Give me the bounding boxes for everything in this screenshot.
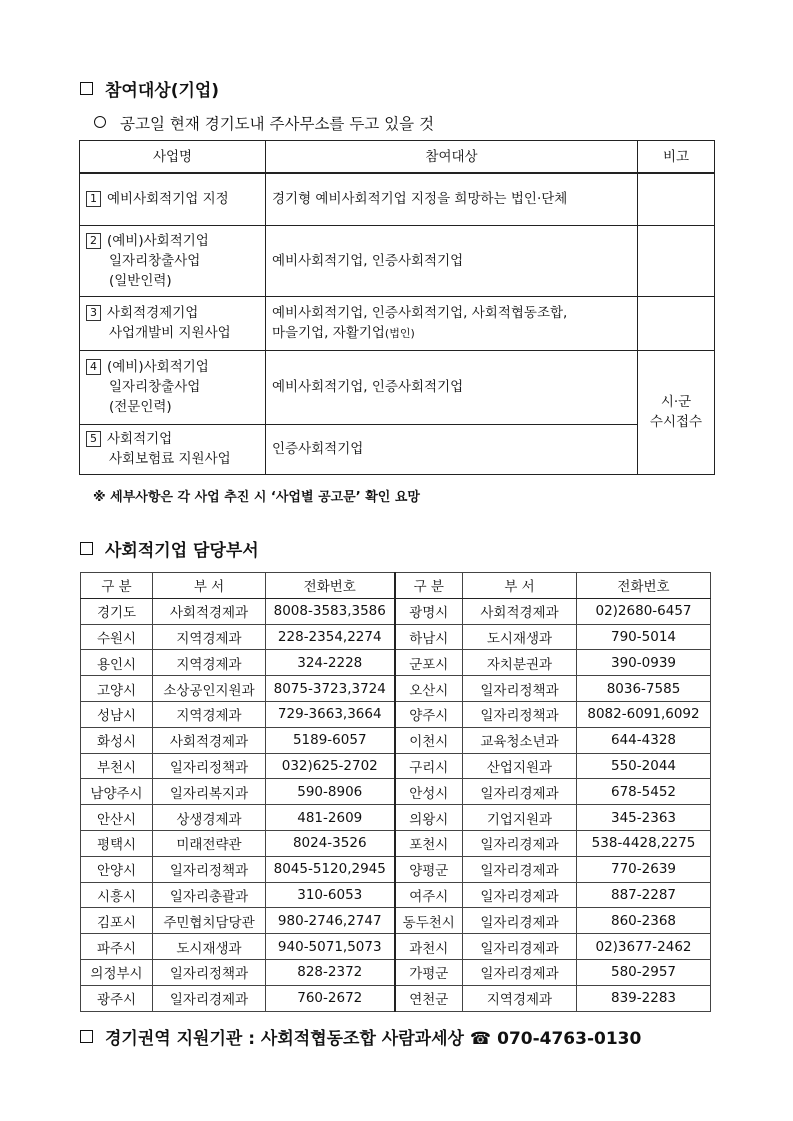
phone-cell: 538-4428,2275	[577, 830, 711, 856]
phone-cell: 324-2228	[266, 650, 395, 676]
department-cell: 일자리경제과	[463, 856, 577, 882]
phone-cell: 228-2354,2274	[266, 624, 395, 650]
region-cell: 의정부시	[81, 959, 153, 985]
region-cell: 이천시	[395, 727, 463, 753]
region-cell: 양평군	[395, 856, 463, 882]
department-cell: 사회적경제과	[153, 727, 266, 753]
department-cell: 일자리경제과	[463, 959, 577, 985]
eligibility-condition: 공고일 현재 경기도내 주사무소를 두고 있을 것	[94, 112, 434, 134]
table-row	[81, 650, 711, 676]
remark-cell	[638, 173, 715, 225]
phone-cell: 5189-6057	[266, 727, 395, 753]
phone-cell: 678-5452	[577, 779, 711, 805]
region-cell: 경기도	[81, 598, 153, 624]
region-cell: 양주시	[395, 701, 463, 727]
department-cell: 일자리총괄과	[153, 882, 266, 908]
phone-cell: 02)2680-6457	[577, 598, 711, 624]
phone-cell: 345-2363	[577, 805, 711, 831]
department-cell: 기업지원과	[463, 805, 577, 831]
table-row	[81, 624, 711, 650]
table-row	[81, 934, 711, 960]
phone-cell: 770-2639	[577, 856, 711, 882]
region-cell: 파주시	[81, 934, 153, 960]
region-cell: 안성시	[395, 779, 463, 805]
checkbox-square-icon	[80, 82, 93, 95]
business-name: 1 예비사회적기업 지정	[80, 173, 266, 225]
phone-cell: 644-4328	[577, 727, 711, 753]
item-number: 4	[86, 359, 101, 375]
region-cell: 화성시	[81, 727, 153, 753]
phone-cell: 580-2957	[577, 959, 711, 985]
region-cell: 가평군	[395, 959, 463, 985]
target-cell: 예비사회적기업, 인증사회적기업	[266, 225, 638, 296]
item-number: 5	[86, 431, 101, 447]
header-phone: 전화번호	[577, 573, 711, 599]
table-row	[81, 856, 711, 882]
phone-icon: ☎	[469, 1029, 492, 1049]
table-row	[81, 701, 711, 727]
region-cell: 김포시	[81, 908, 153, 934]
region-cell: 의왕시	[395, 805, 463, 831]
department-cell: 일자리정책과	[153, 959, 266, 985]
remark-cell	[638, 296, 715, 350]
table-header-row	[81, 573, 711, 599]
region-cell: 안산시	[81, 805, 153, 831]
support-phone-number: 070-4763-0130	[497, 1029, 642, 1049]
target-cell: 경기형 예비사회적기업 지정을 희망하는 법인·단체	[266, 173, 638, 225]
department-cell: 일자리경제과	[463, 779, 577, 805]
region-cell: 용인시	[81, 650, 153, 676]
table-row	[80, 350, 715, 424]
department-cell: 상생경제과	[153, 805, 266, 831]
header-region: 구 분	[395, 573, 463, 599]
remark-cell: 시·군 수시접수	[638, 350, 715, 474]
circle-bullet-icon	[94, 116, 106, 128]
business-name: 2 (예비)사회적기업 일자리창출사업 (일반인력)	[80, 225, 266, 296]
region-cell: 여주시	[395, 882, 463, 908]
table-header-row	[80, 141, 715, 174]
department-cell: 일자리정책과	[463, 701, 577, 727]
remark-cell	[638, 225, 715, 296]
region-cell: 성남시	[81, 701, 153, 727]
checkbox-square-icon	[80, 542, 93, 555]
phone-cell: 8008-3583,3586	[266, 598, 395, 624]
region-cell: 동두천시	[395, 908, 463, 934]
departments-table	[80, 572, 711, 1012]
region-cell: 남양주시	[81, 779, 153, 805]
target-cell: 예비사회적기업, 인증사회적기업	[266, 350, 638, 424]
phone-cell: 8045-5120,2945	[266, 856, 395, 882]
phone-cell: 032)625-2702	[266, 753, 395, 779]
section-departments-title: 사회적기업 담당부서	[80, 536, 259, 561]
section-participants-title: 참여대상(기업)	[80, 76, 219, 101]
phone-cell: 860-2368	[577, 908, 711, 934]
table-row	[81, 598, 711, 624]
region-cell: 연천군	[395, 985, 463, 1011]
phone-cell: 550-2044	[577, 753, 711, 779]
region-cell: 부천시	[81, 753, 153, 779]
region-cell: 포천시	[395, 830, 463, 856]
phone-cell: 02)3677-2462	[577, 934, 711, 960]
header-phone: 전화번호	[266, 573, 395, 599]
region-cell: 시흥시	[81, 882, 153, 908]
region-cell: 안양시	[81, 856, 153, 882]
phone-cell: 8082-6091,6092	[577, 701, 711, 727]
department-cell: 일자리경제과	[463, 908, 577, 934]
business-name: 5 사회적기업 사회보험료 지원사업	[80, 424, 266, 474]
department-cell: 일자리정책과	[463, 676, 577, 702]
department-cell: 일자리경제과	[463, 934, 577, 960]
phone-cell: 940-5071,5073	[266, 934, 395, 960]
phone-cell: 729-3663,3664	[266, 701, 395, 727]
table-row	[80, 296, 715, 350]
phone-cell: 310-6053	[266, 882, 395, 908]
department-cell: 일자리정책과	[153, 753, 266, 779]
checkbox-square-icon	[80, 1030, 93, 1043]
department-cell: 지역경제과	[153, 701, 266, 727]
department-cell: 일자리복지과	[153, 779, 266, 805]
department-cell: 교육청소년과	[463, 727, 577, 753]
phone-cell: 980-2746,2747	[266, 908, 395, 934]
table-row	[81, 779, 711, 805]
department-cell: 일자리정책과	[153, 856, 266, 882]
region-cell: 과천시	[395, 934, 463, 960]
department-cell: 주민협치담당관	[153, 908, 266, 934]
table-row	[81, 676, 711, 702]
phone-cell: 828-2372	[266, 959, 395, 985]
business-name: 4 (예비)사회적기업 일자리창출사업 (전문인력)	[80, 350, 266, 424]
department-cell: 도시재생과	[153, 934, 266, 960]
regional-support-agency: 경기권역 지원기관 : 사회적협동조합 사람과세상 ☎ 070-4763-0130	[80, 1024, 641, 1049]
phone-cell: 760-2672	[266, 985, 395, 1011]
department-cell: 자치분권과	[463, 650, 577, 676]
department-cell: 사회적경제과	[463, 598, 577, 624]
region-cell: 구리시	[395, 753, 463, 779]
department-cell: 산업지원과	[463, 753, 577, 779]
target-cell: 예비사회적기업, 인증사회적기업, 사회적협동조합, 마을기업, 자활기업(법인)	[266, 296, 638, 350]
phone-cell: 481-2609	[266, 805, 395, 831]
table-row	[81, 805, 711, 831]
phone-cell: 8024-3526	[266, 830, 395, 856]
table-row	[80, 424, 715, 474]
department-cell: 미래전략관	[153, 830, 266, 856]
table-row	[81, 908, 711, 934]
department-cell: 일자리경제과	[463, 882, 577, 908]
table-row	[80, 225, 715, 296]
phone-cell: 590-8906	[266, 779, 395, 805]
region-cell: 광주시	[81, 985, 153, 1011]
header-department: 부 서	[463, 573, 577, 599]
department-cell: 지역경제과	[153, 650, 266, 676]
region-cell: 오산시	[395, 676, 463, 702]
business-name: 3 사회적경제기업 사업개발비 지원사업	[80, 296, 266, 350]
department-cell: 일자리경제과	[153, 985, 266, 1011]
phone-cell: 790-5014	[577, 624, 711, 650]
item-number: 2	[86, 233, 101, 249]
notice-text: ※ 세부사항은 각 사업 추진 시 ‘사업별 공고문’ 확인 요망	[93, 490, 420, 505]
table-row	[81, 985, 711, 1011]
table-row	[81, 830, 711, 856]
phone-cell: 390-0939	[577, 650, 711, 676]
region-cell: 고양시	[81, 676, 153, 702]
region-cell: 평택시	[81, 830, 153, 856]
table-row	[80, 173, 715, 225]
phone-cell: 839-2283	[577, 985, 711, 1011]
department-cell: 도시재생과	[463, 624, 577, 650]
table-row	[81, 882, 711, 908]
table-row	[81, 959, 711, 985]
region-cell: 수원시	[81, 624, 153, 650]
region-cell: 하남시	[395, 624, 463, 650]
participants-table	[79, 140, 715, 475]
phone-cell: 887-2287	[577, 882, 711, 908]
department-cell: 지역경제과	[463, 985, 577, 1011]
department-cell: 소상공인지원과	[153, 676, 266, 702]
header-target: 참여대상	[266, 141, 638, 174]
item-number: 1	[86, 191, 101, 207]
target-cell: 인증사회적기업	[266, 424, 638, 474]
region-cell: 광명시	[395, 598, 463, 624]
phone-cell: 8075-3723,3724	[266, 676, 395, 702]
header-remark: 비고	[638, 141, 715, 174]
header-region: 구 분	[81, 573, 153, 599]
header-business: 사업명	[80, 141, 266, 174]
item-number: 3	[86, 305, 101, 321]
table-row	[81, 727, 711, 753]
department-cell: 지역경제과	[153, 624, 266, 650]
department-cell: 사회적경제과	[153, 598, 266, 624]
header-department: 부 서	[153, 573, 266, 599]
table-row	[81, 753, 711, 779]
region-cell: 군포시	[395, 650, 463, 676]
department-cell: 일자리경제과	[463, 830, 577, 856]
phone-cell: 8036-7585	[577, 676, 711, 702]
